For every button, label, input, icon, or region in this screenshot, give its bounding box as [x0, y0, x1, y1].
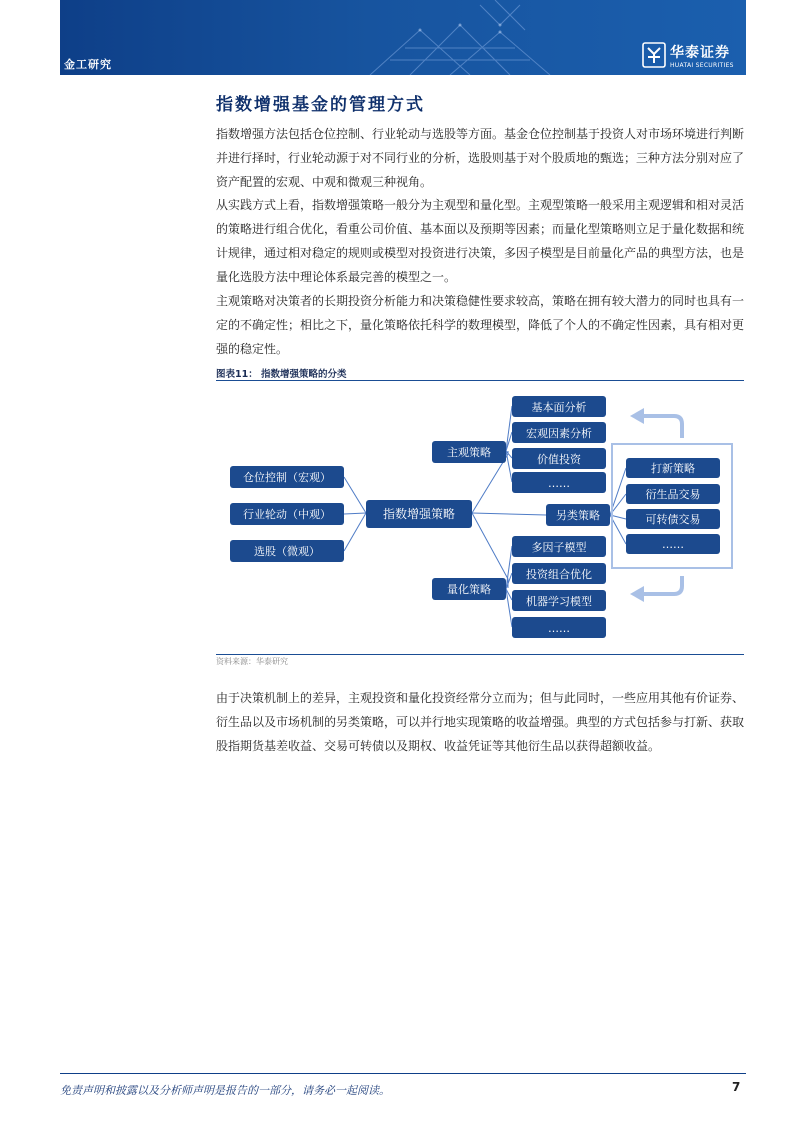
brand-logo — [642, 42, 746, 72]
svg-text:打新策略: 打新策略 — [651, 462, 695, 475]
figure-title: 图表11： 指数增强策略的分类 — [216, 369, 347, 380]
section-title: 指数增强基金的管理方式 — [216, 95, 425, 115]
svg-text:投资组合优化: 投资组合优化 — [526, 568, 592, 581]
subjective-item-4 — [512, 472, 606, 493]
huatai-logo-icon — [642, 42, 666, 68]
svg-text:宏观因素分析: 宏观因素分析 — [526, 427, 592, 440]
alternative-node — [546, 504, 610, 526]
svg-text:仓位控制（宏观）: 仓位控制（宏观） — [243, 471, 331, 484]
left-item-3 — [230, 540, 344, 562]
svg-text:……: …… — [548, 622, 570, 635]
footer-rule — [60, 1073, 746, 1074]
svg-text:量化策略: 量化策略 — [447, 583, 491, 596]
svg-text:基本面分析: 基本面分析 — [531, 401, 587, 414]
arrow-bottom — [640, 576, 682, 594]
quant-item-3 — [512, 590, 606, 611]
figure-source: 资料来源：华泰研究 — [216, 657, 288, 666]
subjective-node — [432, 441, 506, 463]
subjective-item-2 — [512, 422, 606, 443]
quant-item-2 — [512, 563, 606, 584]
left-item-2 — [230, 503, 344, 525]
footer-disclaimer: 免责声明和披露以及分析师声明是报告的一部分，请务必一起阅读。 — [60, 1084, 390, 1097]
quant-item-4 — [512, 617, 606, 638]
strategy-diagram — [216, 384, 744, 654]
svg-text:另类策略: 另类策略 — [556, 509, 600, 522]
subjective-item-1 — [512, 396, 606, 417]
page-header — [60, 0, 746, 75]
alternative-item-1 — [626, 458, 720, 478]
svg-text:可转债交易: 可转债交易 — [645, 513, 701, 526]
svg-text:……: …… — [662, 538, 684, 551]
center-node — [366, 500, 472, 528]
svg-text:……: …… — [548, 477, 570, 490]
arrow-top-head-icon — [630, 408, 644, 424]
left-item-1 — [230, 466, 344, 488]
svg-text:衍生品交易: 衍生品交易 — [645, 488, 701, 501]
svg-text:机器学习模型: 机器学习模型 — [526, 595, 592, 608]
svg-text:指数增强策略: 指数增强策略 — [382, 507, 456, 521]
quant-node — [432, 578, 506, 600]
svg-text:多因子模型: 多因子模型 — [531, 541, 587, 554]
header-decoration — [350, 0, 570, 75]
paragraph-2: 从实践方式上看，指数增强策略一般分为主观型和量化型。主观型策略一般采用主观逻辑和相对灵活的策略进行组合优化，看重公司价值、基本面以及预期等因素；而量化型策略则立足于量化数据和统计规律，通过相对稳定的规则或模型对投资进行决策，多因子模型是目前量化产品的典型方法，也是量化选股方法中理论体系最完善的模型之一。 — [216, 198, 745, 284]
arrow-top — [640, 416, 682, 438]
department-label: 金工研究 — [64, 58, 112, 71]
arrow-bottom-head-icon — [630, 586, 644, 602]
alternative-item-2 — [626, 484, 720, 504]
paragraph-3: 主观策略对决策者的长期投资分析能力和决策稳健性要求较高，策略在拥有较大潜力的同时也具有一定的不确定性；相比之下，量化策略依托科学的数理模型，降低了个人的不确定性因素，具有相对更强的稳定性。 — [216, 294, 745, 356]
brand-name-cn: 华泰证券 — [670, 45, 730, 61]
quant-item-1 — [512, 536, 606, 557]
subjective-item-3 — [512, 448, 606, 469]
figure-top-rule — [216, 380, 744, 381]
alternative-item-3 — [626, 509, 720, 529]
svg-text:选股（微观）: 选股（微观） — [254, 545, 320, 558]
svg-text:价值投资: 价值投资 — [537, 453, 581, 466]
paragraph-1: 指数增强方法包括仓位控制、行业轮动与选股等方面。基金仓位控制基于投资人对市场环境进行判断并进行择时，行业轮动源于对不同行业的分析，选股则基于对个股质地的甄选；三种方法分别对应了资产配置的宏观、中观和微观三种视角。 — [216, 127, 745, 189]
page-number: 7 — [732, 1080, 741, 1094]
alternative-item-4 — [626, 534, 720, 554]
figure-bottom-rule — [216, 654, 744, 655]
brand-name-en: HUATAI SECURITIES — [670, 62, 734, 69]
paragraph-4: 由于决策机制上的差异，主观投资和量化投资经常分立而为；但与此同时，一些应用其他有价证券、衍生品以及市场机制的另类策略，可以并行地实现策略的收益增强。典型的方式包括参与打新、获取股指期货基差收益、交易可转债以及期权、收益凭证等其他衍生品以获得超额收益。 — [216, 691, 745, 753]
svg-text:行业轮动（中观）: 行业轮动（中观） — [243, 508, 331, 521]
svg-text:主观策略: 主观策略 — [447, 446, 491, 459]
